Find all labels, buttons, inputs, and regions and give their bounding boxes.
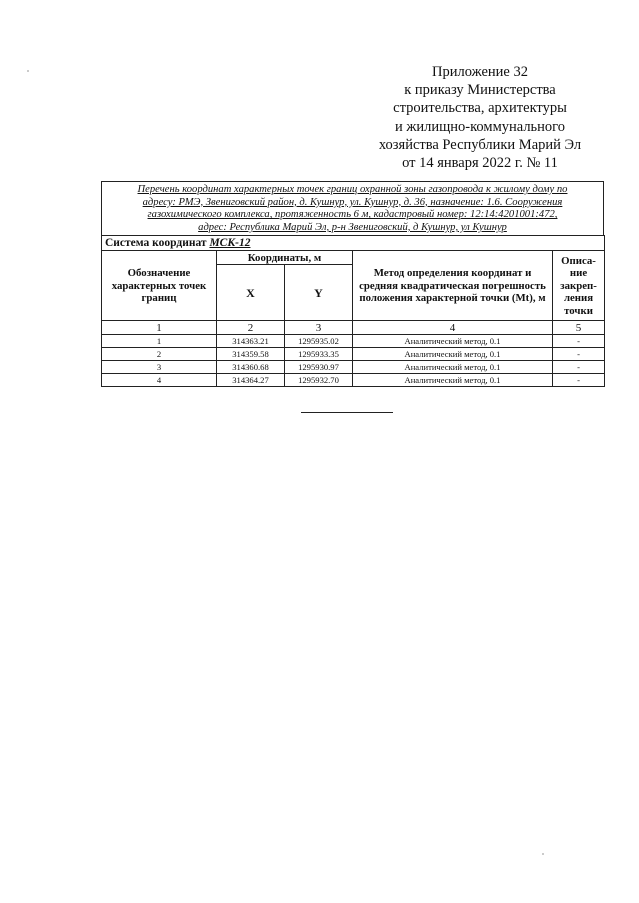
appendix-line: и жилищно-коммунального — [394, 118, 566, 135]
point-y: 1295935.02 — [285, 335, 353, 348]
point-fixing: - — [553, 348, 605, 361]
appendix-line: от 14 января 2022 г. № 11 — [402, 155, 558, 172]
header-row — [102, 251, 605, 265]
appendix-line: строительства, архитектуры — [393, 100, 567, 117]
point-y: 1295933.35 — [285, 348, 353, 361]
point-x: 314363.21 — [217, 335, 285, 348]
header-designation: Обозначение характерных точек границ — [102, 251, 217, 321]
point-x: 314359.58 — [217, 348, 285, 361]
caption-line: адрес: Республика Марий Эл, р-н Звениговский, д Кушнур, ул Кушнур — [198, 221, 507, 233]
column-number-row — [102, 321, 605, 335]
header-x: X — [217, 265, 285, 321]
header-y: Y — [285, 265, 353, 321]
appendix-line: Приложение 32 — [432, 64, 528, 80]
table-caption — [101, 181, 604, 235]
table-row — [102, 374, 605, 387]
point-method: Аналитический метод, 0.1 — [353, 374, 553, 387]
column-number: 4 — [353, 321, 553, 335]
coordinates-table — [101, 235, 605, 387]
point-y: 1295930.97 — [285, 361, 353, 374]
scan-speck — [27, 70, 29, 72]
separator-line — [301, 412, 393, 413]
appendix-line: хозяйства Республики Марий Эл — [378, 136, 582, 153]
coordinate-system-value: МСК-12 — [209, 237, 251, 250]
table-row — [102, 348, 605, 361]
coordinate-system-row — [102, 236, 605, 251]
point-method: Аналитический метод, 0.1 — [353, 361, 553, 374]
appendix-header — [370, 63, 590, 172]
caption-line: адресу: РМЭ, Звениговский район, д. Кушнур, ул. Кушнур, д. 36, назначение: 1.6. Сооружения — [142, 196, 563, 208]
caption-line: газохимического комплекса, протяженность 6 м, кадастровый номер: 12:14:4201001:472, — [147, 209, 558, 221]
point-id: 3 — [102, 361, 217, 374]
point-method: Аналитический метод, 0.1 — [353, 335, 553, 348]
coordinate-system-label: Система координат — [105, 237, 210, 250]
column-number: 1 — [102, 321, 217, 335]
point-x: 314360.68 — [217, 361, 285, 374]
coordinate-system-cell — [102, 236, 605, 251]
point-fixing: - — [553, 361, 605, 374]
header-fixing: Описа-ние закреп-ления точки — [553, 251, 605, 321]
point-id: 1 — [102, 335, 217, 348]
column-number: 5 — [553, 321, 605, 335]
caption-line: Перечень координат характерных точек границ охранной зоны газопровода к жилому дому по — [137, 184, 568, 195]
appendix-line: к приказу Министерства — [404, 82, 556, 99]
point-fixing: - — [553, 335, 605, 348]
point-id: 2 — [102, 348, 217, 361]
scan-speck — [542, 853, 544, 855]
point-id: 4 — [102, 374, 217, 387]
header-coordinates: Координаты, м — [217, 251, 353, 265]
table-row — [102, 361, 605, 374]
point-y: 1295932.70 — [285, 374, 353, 387]
point-x: 314364.27 — [217, 374, 285, 387]
column-number: 3 — [285, 321, 353, 335]
point-method: Аналитический метод, 0.1 — [353, 348, 553, 361]
coordinates-sheet — [101, 181, 604, 387]
header-method: Метод определения координат и средняя квадратическая погрешность положения характерной точки (Mt), м — [353, 251, 553, 321]
point-fixing: - — [553, 374, 605, 387]
table-row — [102, 335, 605, 348]
column-number: 2 — [217, 321, 285, 335]
